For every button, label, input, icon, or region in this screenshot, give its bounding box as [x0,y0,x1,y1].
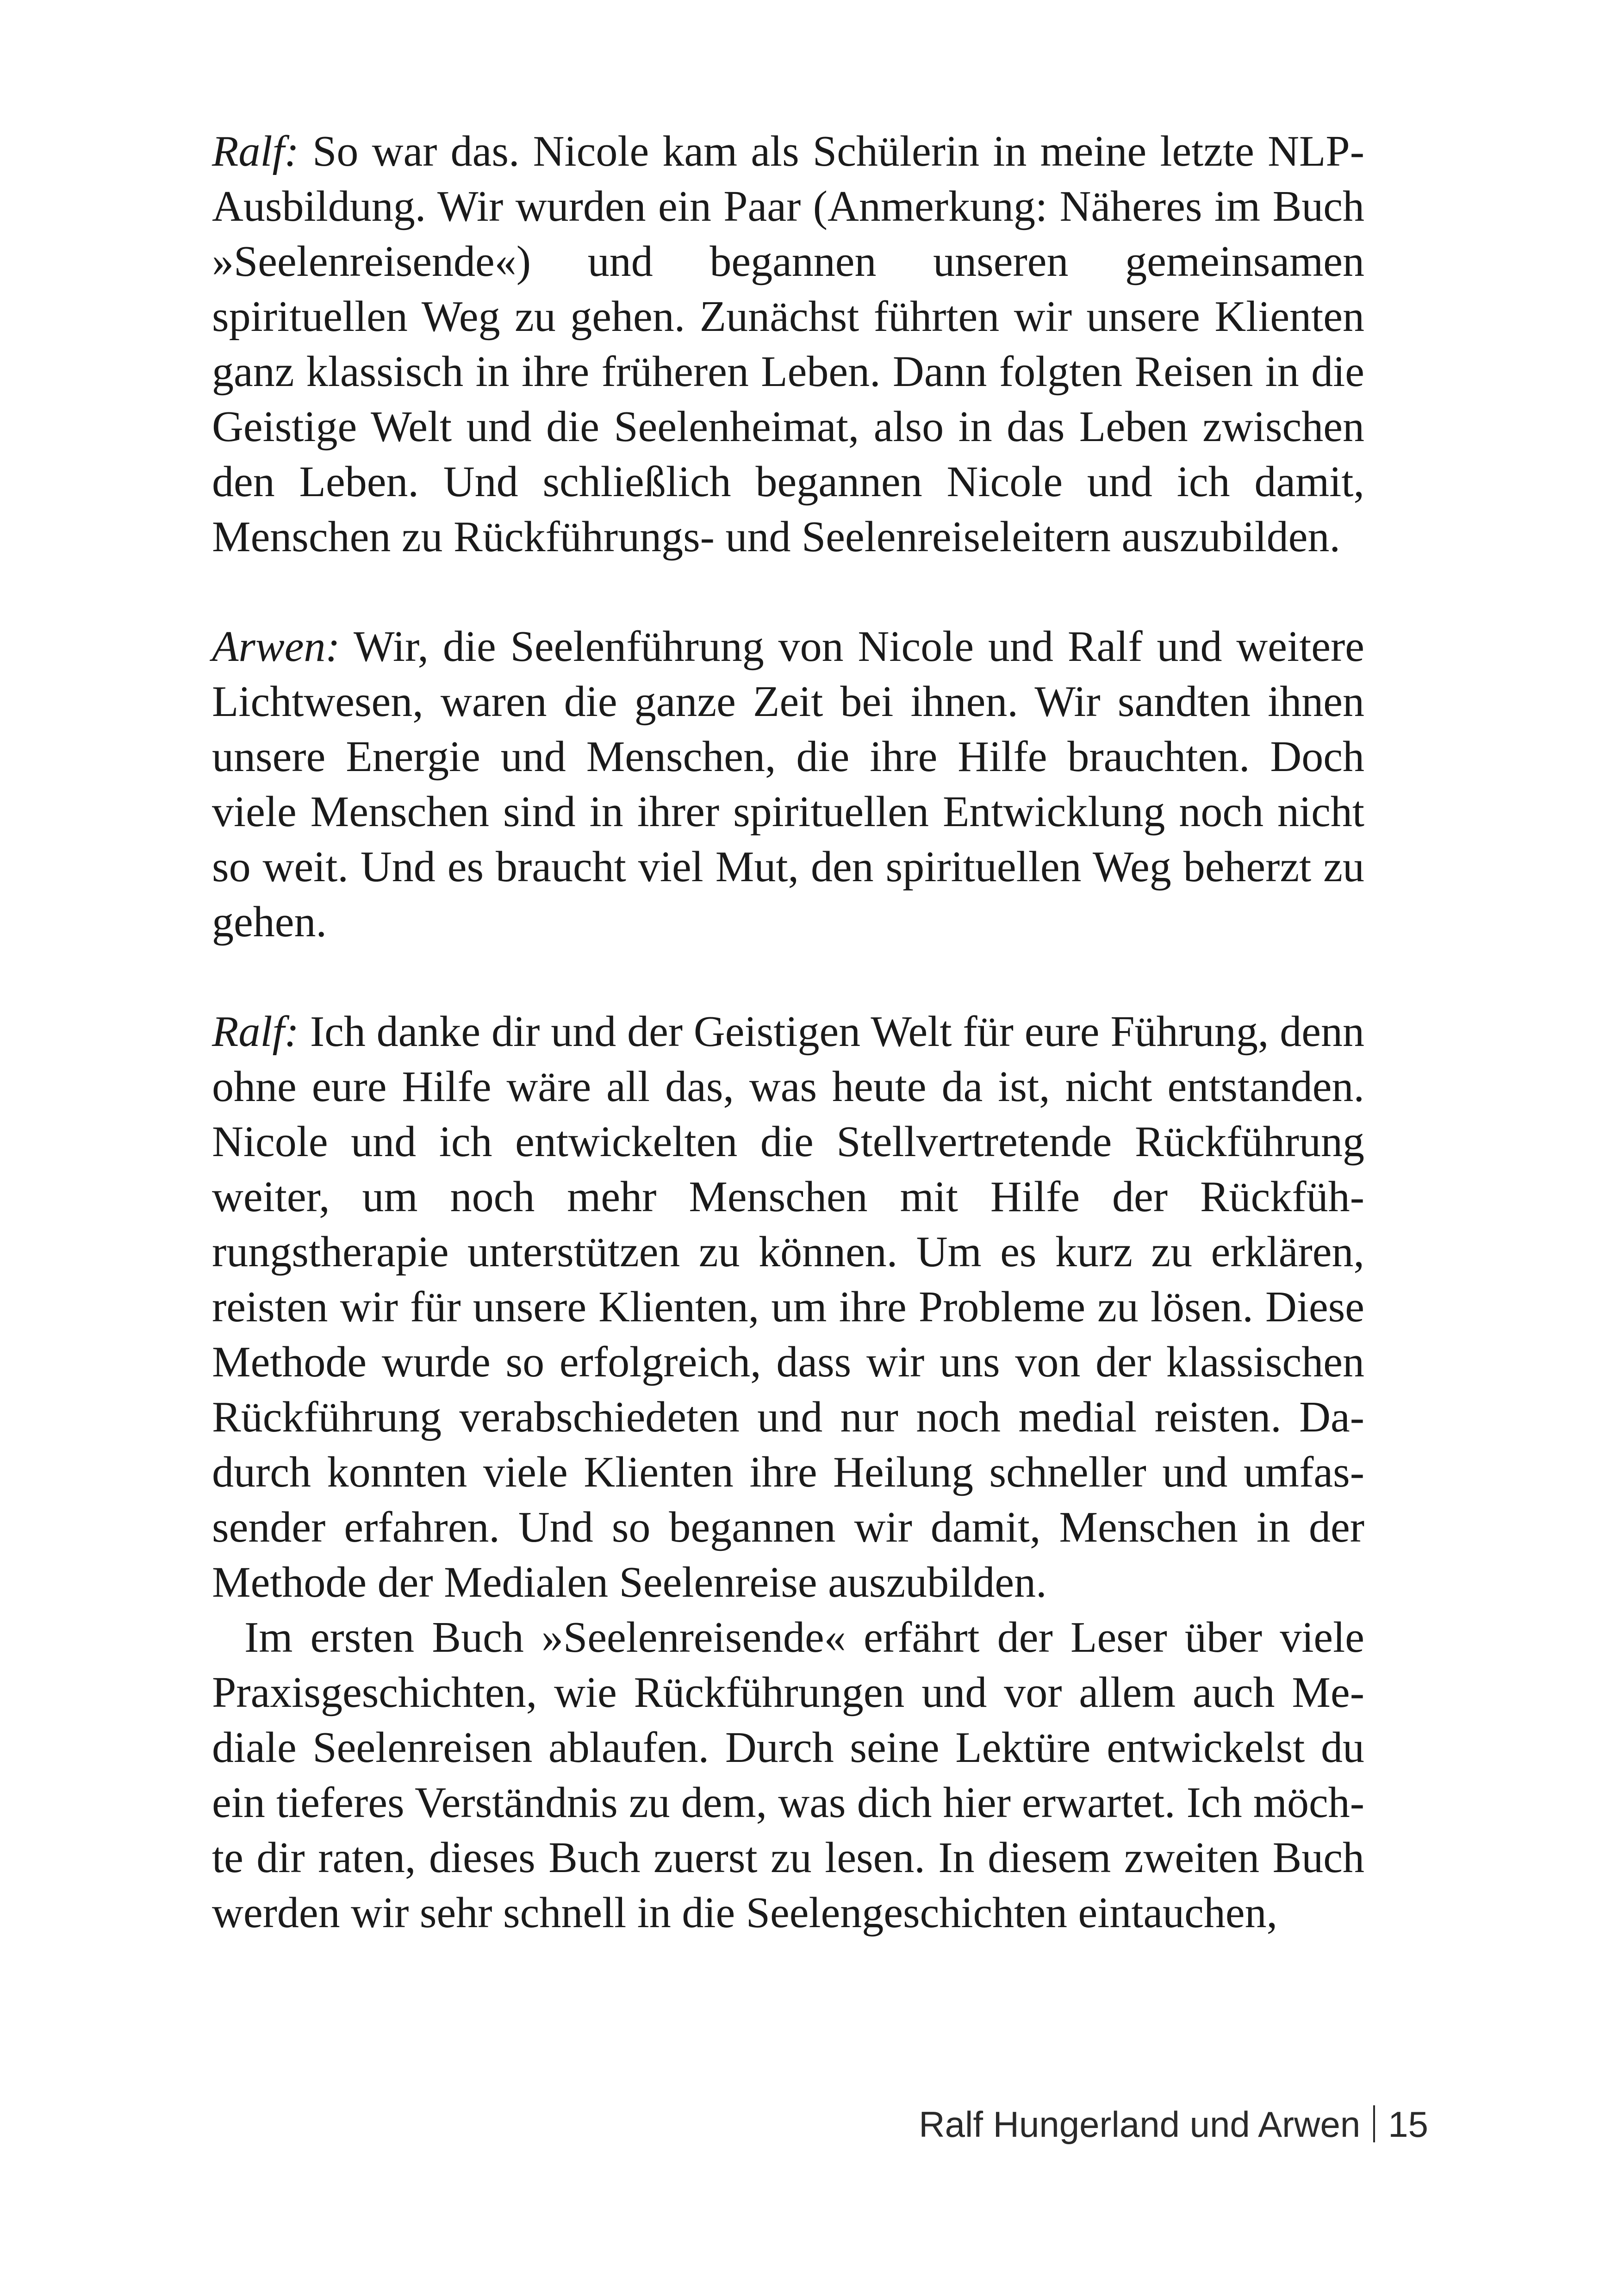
speaker-label: Ralf: [212,1008,299,1056]
running-footer-author: Ralf Hungerland und Arwen [919,2104,1361,2145]
page-footer [919,2101,1428,2147]
paragraph-text: Ich danke dir und der Geistigen Welt für eure Führung, denn ohne eure Hilfe wäre all das, was heute da ist, nicht entstanden. Nicole und ich entwickelten die Stellvertretende Rückführung weiter, um noch mehr Menschen mit Hilfe der Rückführungstherapie unterstützen zu können. Um es kurz zu erklären, reisten wir für unsere Klienten, um ihre Probleme zu lösen. Diese Methode wurde so erfolgreich, dass wir uns von der klassischen Rückführung verabschiedeten und nur noch medial reisten. Dadurch konnten viele Klienten ihre Heilung schneller und umfassender erfahren. Und so begannen wir damit, Menschen in der Methode der Medialen Seelenreise auszubilden. [212,1008,1364,1606]
paragraph-ralf-3 [212,1610,1364,1941]
footer-separator [1373,2105,1375,2142]
paragraph-text: Im ersten Buch »Seelenreisende« erfährt der Leser über viele Praxisgeschichten, wie Rückführungen und vor allem auch Mediale Seelenreisen ablaufen. Durch seine Lektüre entwickelst du ein tieferes Verständnis zu dem, was dich hier erwartet. Ich möchte dir raten, dieses Buch zuerst zu lesen. In diesem zweiten Buch werden wir sehr schnell in die Seelengeschichten eintauchen, [212,1613,1364,1937]
speaker-label: Ralf: [212,127,299,175]
paragraph-arwen-1 [212,619,1364,950]
body-text [212,124,1364,1995]
speaker-label: Arwen: [212,622,340,671]
page-number: 15 [1388,2104,1428,2145]
paragraph-text: So war das. Nicole kam als Schülerin in meine letzte NLP-Ausbildung. Wir wurden ein Paar (Anmerkung: Näheres im Buch »Seelenreisende«) und begannen unseren gemeinsamen spirituellen Weg zu gehen. Zunächst führten wir unsere Klienten ganz klassisch in ihre früheren Leben. Dann folgten Reisen in die Geistige Welt und die Seelenheimat, also in das Leben zwischen den Leben. Und schließlich begannen Nicole und ich damit, Menschen zu Rückführungs- und Seelenreiseleitern auszubilden. [212,127,1364,561]
paragraph-text: Wir, die Seelenführung von Nicole und Ralf und weitere Lichtwesen, waren die ganze Zeit bei ihnen. Wir sandten ihnen unsere Energie und Menschen, die ihre Hilfe brauchten. Doch viele Menschen sind in ihrer spirituellen Entwicklung noch nicht so weit. Und es braucht viel Mut, den spirituellen Weg beherzt zu gehen. [212,622,1364,946]
paragraph-ralf-1 [212,124,1364,565]
paragraph-ralf-2 [212,1004,1364,1610]
